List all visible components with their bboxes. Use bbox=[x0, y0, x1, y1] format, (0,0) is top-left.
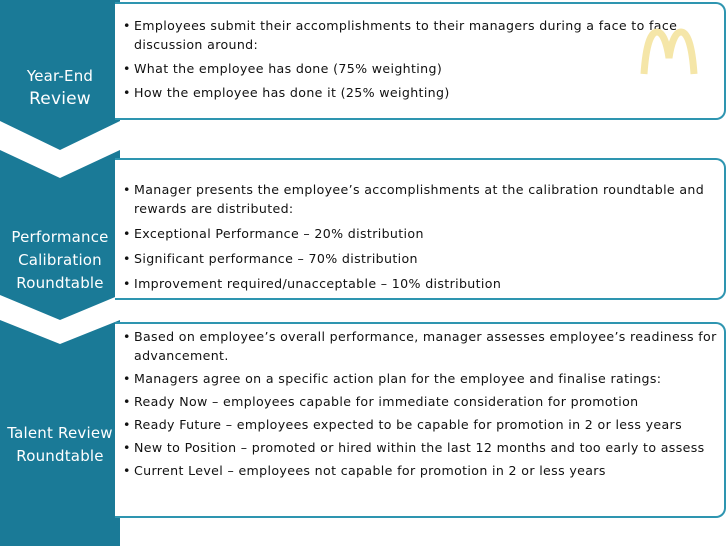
bullet-list bbox=[123, 180, 720, 293]
bullet-point: • Current Level – employees not capable for promotion in 2 or less years bbox=[123, 461, 720, 480]
stage-label-line: Talent Review bbox=[7, 424, 113, 442]
mcdonalds-arches-logo-icon bbox=[640, 28, 698, 76]
logo-arches-path bbox=[644, 32, 694, 74]
bullet-point: • Ready Now – employees capable for immediate consideration for promotion bbox=[123, 392, 720, 411]
stage-details-performance-calibration-roundtable bbox=[115, 158, 726, 300]
stage-details-talent-review-roundtable bbox=[115, 322, 726, 518]
stage-details-year-end-review bbox=[115, 2, 726, 120]
bullet-point: • Managers agree on a specific action plan for the employee and finalise ratings: bbox=[123, 369, 720, 388]
bullet-point: • Significant performance – 70% distribution bbox=[123, 249, 720, 268]
stage-label bbox=[0, 422, 120, 468]
stage-label bbox=[0, 65, 120, 111]
bullet-point: • New to Position – promoted or hired within the last 12 months and too early to assess bbox=[123, 438, 720, 457]
bullet-point: • How the employee has done it (25% weighting) bbox=[123, 83, 720, 102]
stage-label-line: Year-End bbox=[26, 67, 94, 85]
bullet-point: • Exceptional Performance – 20% distribution bbox=[123, 224, 720, 243]
stage-chevron-year-end-review bbox=[0, 0, 120, 150]
bullet-list bbox=[123, 327, 720, 480]
stage-label-line: Performance bbox=[11, 228, 109, 246]
bullet-list bbox=[123, 16, 720, 102]
stage-chevron-talent-review-roundtable bbox=[0, 320, 120, 546]
bullet-point: • Based on employee’s overall performance, manager assesses employee’s readiness for advancement. bbox=[123, 327, 720, 365]
stage-label-line: Roundtable bbox=[16, 447, 104, 465]
bullet-point: • Manager presents the employee’s accomplishments at the calibration roundtable and rewards are distributed: bbox=[123, 180, 720, 218]
stage-label-line: Calibration bbox=[18, 251, 102, 269]
stage-label bbox=[0, 226, 120, 295]
stage-chevron-performance-calibration-roundtable bbox=[0, 150, 120, 320]
bullet-point: • What the employee has done (75% weighting) bbox=[123, 59, 720, 78]
bullet-point: • Improvement required/unacceptable – 10% distribution bbox=[123, 274, 720, 293]
bullet-point: • Employees submit their accomplishments to their managers during a face to face discussion around: bbox=[123, 16, 720, 54]
bullet-point: • Ready Future – employees expected to be capable for promotion in 2 or less years bbox=[123, 415, 720, 434]
logo-svg bbox=[640, 28, 698, 76]
stage-label-line: Review bbox=[29, 89, 91, 109]
stage-label-line: Roundtable bbox=[16, 274, 104, 292]
